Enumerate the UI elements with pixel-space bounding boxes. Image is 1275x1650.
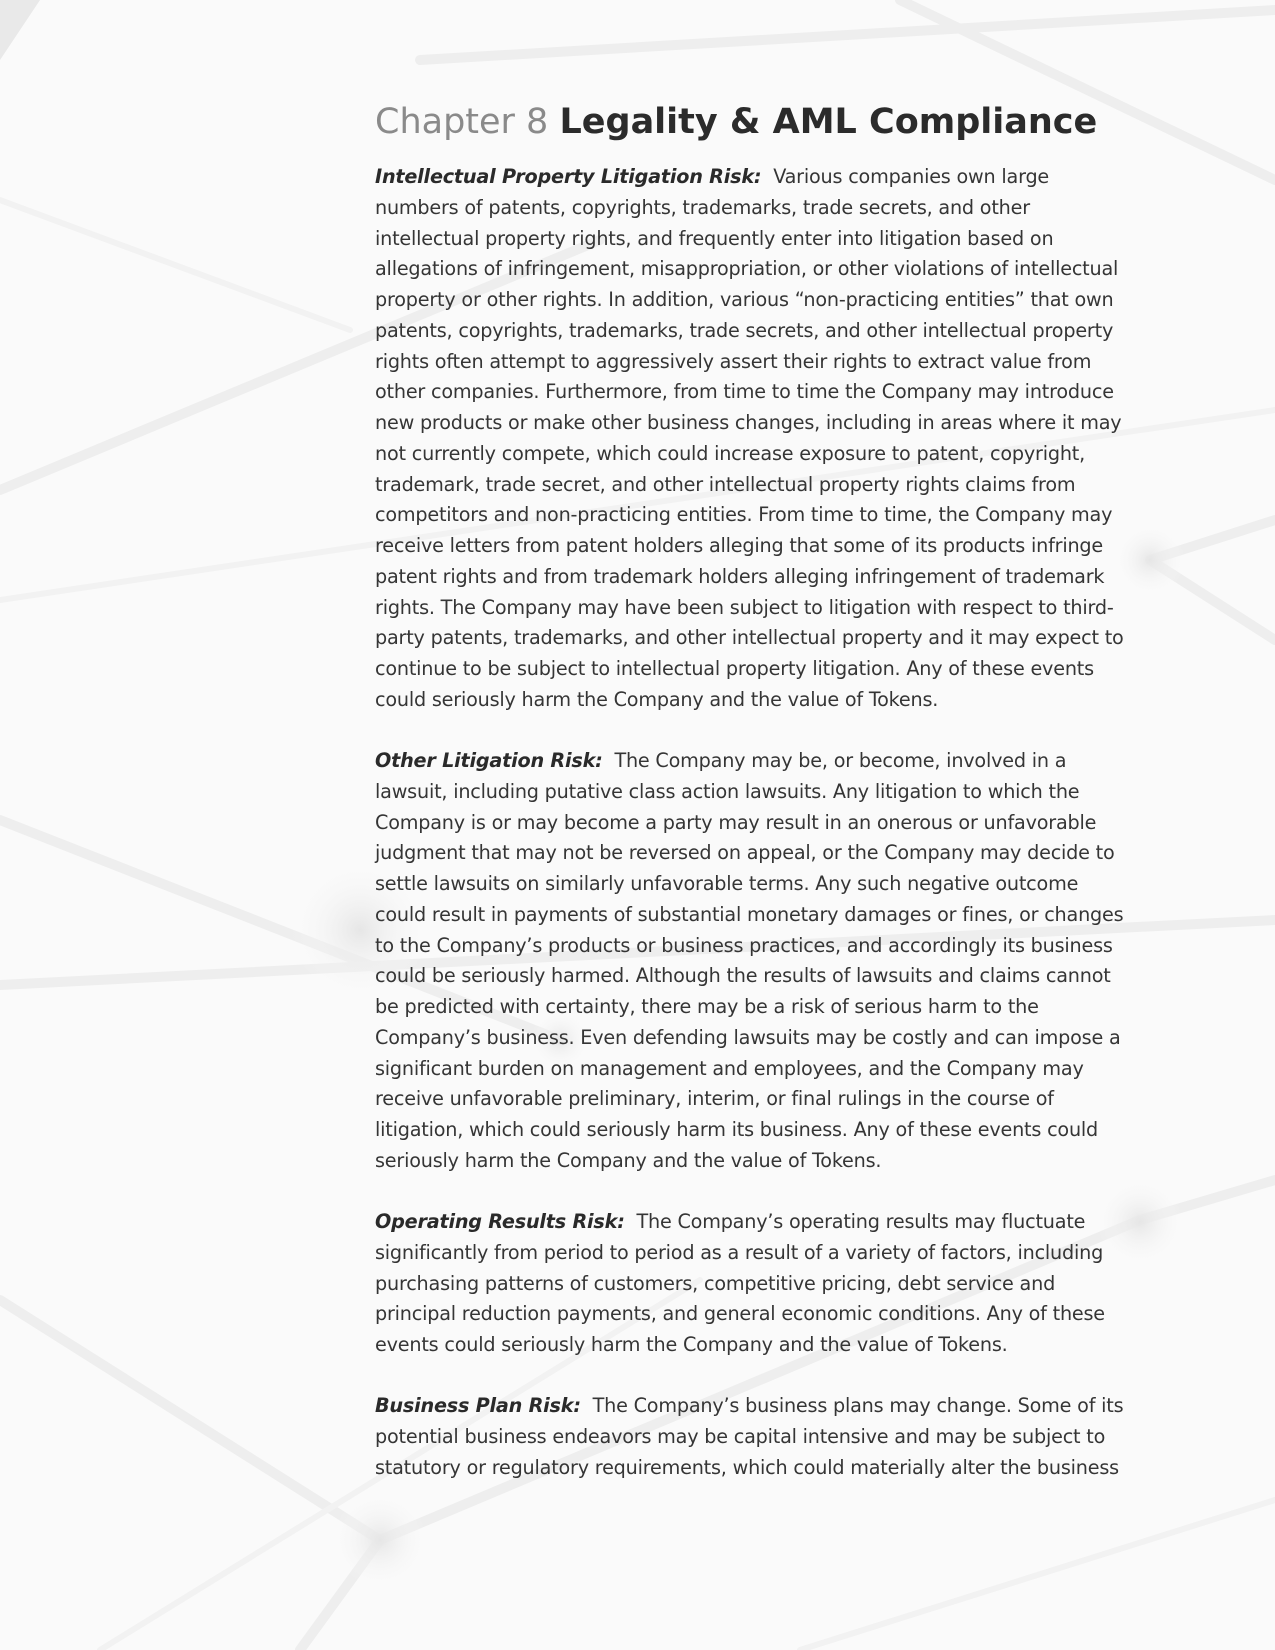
- risk-label: Operating Results Risk:: [375, 1210, 625, 1233]
- chapter-title: Legality & AML Compliance: [559, 102, 1098, 142]
- risk-body: The Company may be, or become, involved in a lawsuit, including putative class action lawsuits. Any litigation to which the Company is or may become a party may result in an onerous or unfavorable judgment that may not be reversed on appeal, or the Company may decide to settle lawsuits on similarly unfavorable terms. Any such negative outcome could result in payments of substantial monetary damages or fines, or changes to the Company’s products or business practices, and accordingly its business could be seriously harmed. Although the results of lawsuits and claims cannot be predicted with certainty, there may be a risk of serious harm to the Company’s business. Even defending lawsuits may be costly and can impose a significant burden on management and employees, and the Company may receive unfavorable preliminary, interim, or final rulings in the course of litigation, which could seriously harm its business. Any of these events could seriously harm the Company and the value of Tokens.: [375, 749, 1124, 1172]
- risk-body: Various companies own large numbers of patents, copyrights, trademarks, trade secrets, and other intellectual property rights, and frequently enter into litigation based on allegations of infringement, misappropriation, or other violations of intellectual property or other rights. In addition, various “non-practicing entities” that own patents, copyrights, trademarks, trade secrets, and other intellectual property rights often attempt to aggressively assert their rights to extract value from other companies. Furthermore, from time to time the Company may introduce new products or make other business changes, including in areas where it may not currently compete, which could increase exposure to patent, copyright, trademark, trade secret, and other intellectual property rights claims from competitors and non-practicing entities. From time to time, the Company may receive letters from patent holders alleging that some of its products infringe patent rights and from trademark holders alleging infringement of trademark rights. The Company may have been subject to litigation with respect to third-party patents, trademarks, and other intellectual property and it may expect to continue to be subject to intellectual property litigation. Any of these events could seriously harm the Company and the value of Tokens.: [375, 165, 1124, 711]
- risk-label: Business Plan Risk:: [375, 1394, 581, 1418]
- risk-label: Other Litigation Risk:: [375, 749, 603, 772]
- business-plan-risk-paragraph: [375, 1391, 1135, 1483]
- chapter-heading: [375, 96, 1135, 148]
- other-litigation-risk-paragraph: [375, 746, 1135, 1177]
- risk-body: The Company’s business plans may change. Some of its potential business endeavors may be capital intensive and may be subject to statutory or regulatory requirements, which could materially alter the business: [375, 1394, 1124, 1479]
- document-page: [375, 96, 1135, 1514]
- ip-litigation-risk-paragraph: [375, 162, 1135, 716]
- operating-results-risk-paragraph: [375, 1207, 1135, 1361]
- risk-label: Intellectual Property Litigation Risk:: [375, 165, 762, 188]
- risk-body: The Company’s operating results may fluctuate significantly from period to period as a result of a variety of factors, including purchasing patterns of customers, competitive pricing, debt service and principal reduction payments, and general economic conditions. Any of these events could seriously harm the Company and the value of Tokens.: [375, 1210, 1105, 1356]
- chapter-number: Chapter 8: [375, 102, 549, 142]
